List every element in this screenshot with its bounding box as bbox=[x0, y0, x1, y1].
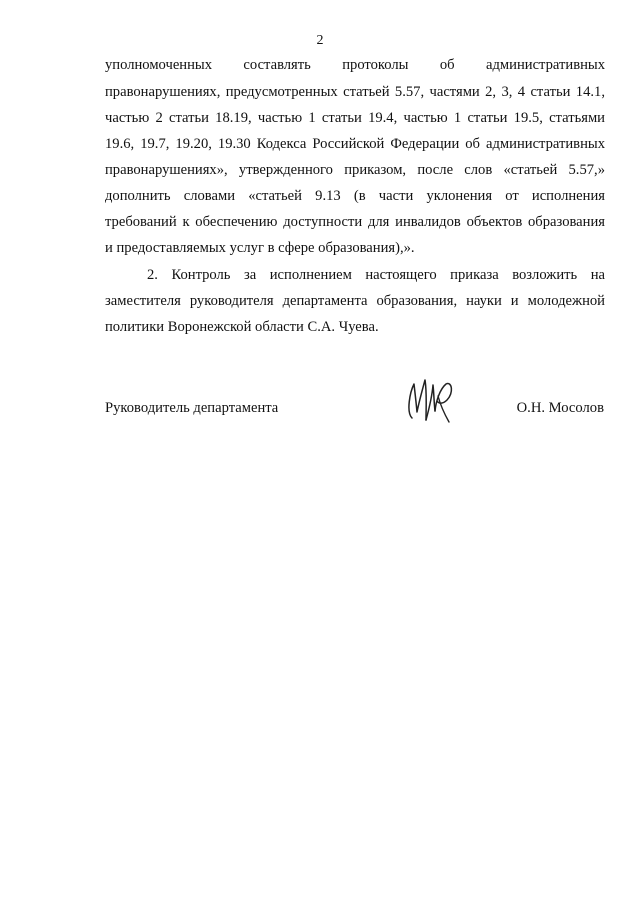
text-line: частью 2 статьи 18.19, частью 1 статьи 19.4, частью 1 статьи 19.5, статьями bbox=[105, 110, 605, 126]
text-line: политики Воронежской области С.А. Чуева. bbox=[105, 319, 379, 335]
signer-position: Руководитель департамента bbox=[105, 400, 279, 416]
text-line: уполномоченных составлять протоколы об административных bbox=[105, 57, 605, 73]
text-line: правонарушениях», утвержденного приказом, после слов «статьей 5.57,» bbox=[105, 162, 605, 178]
text-line: 19.6, 19.7, 19.20, 19.30 Кодекса Российской Федерации об административных bbox=[105, 136, 605, 152]
handwritten-signature bbox=[402, 366, 460, 424]
text-line: требований к обеспечению доступности для инвалидов объектов образования bbox=[105, 214, 605, 230]
text-line: 2. Контроль за исполнением настоящего приказа возложить на bbox=[147, 267, 605, 283]
text-line: правонарушениях, предусмотренных статьей 5.57, частями 2, 3, 4 статьи 14.1, bbox=[105, 84, 605, 100]
text-line: заместителя руководителя департамента образования, науки и молодежной bbox=[105, 293, 605, 309]
signer-name: О.Н. Мосолов bbox=[516, 400, 604, 416]
text-line: дополнить словами «статьей 9.13 (в части уклонения от исполнения bbox=[105, 188, 605, 204]
page-number: 2 bbox=[316, 33, 324, 48]
text-line: и предоставляемых услуг в сфере образования),». bbox=[105, 240, 415, 256]
